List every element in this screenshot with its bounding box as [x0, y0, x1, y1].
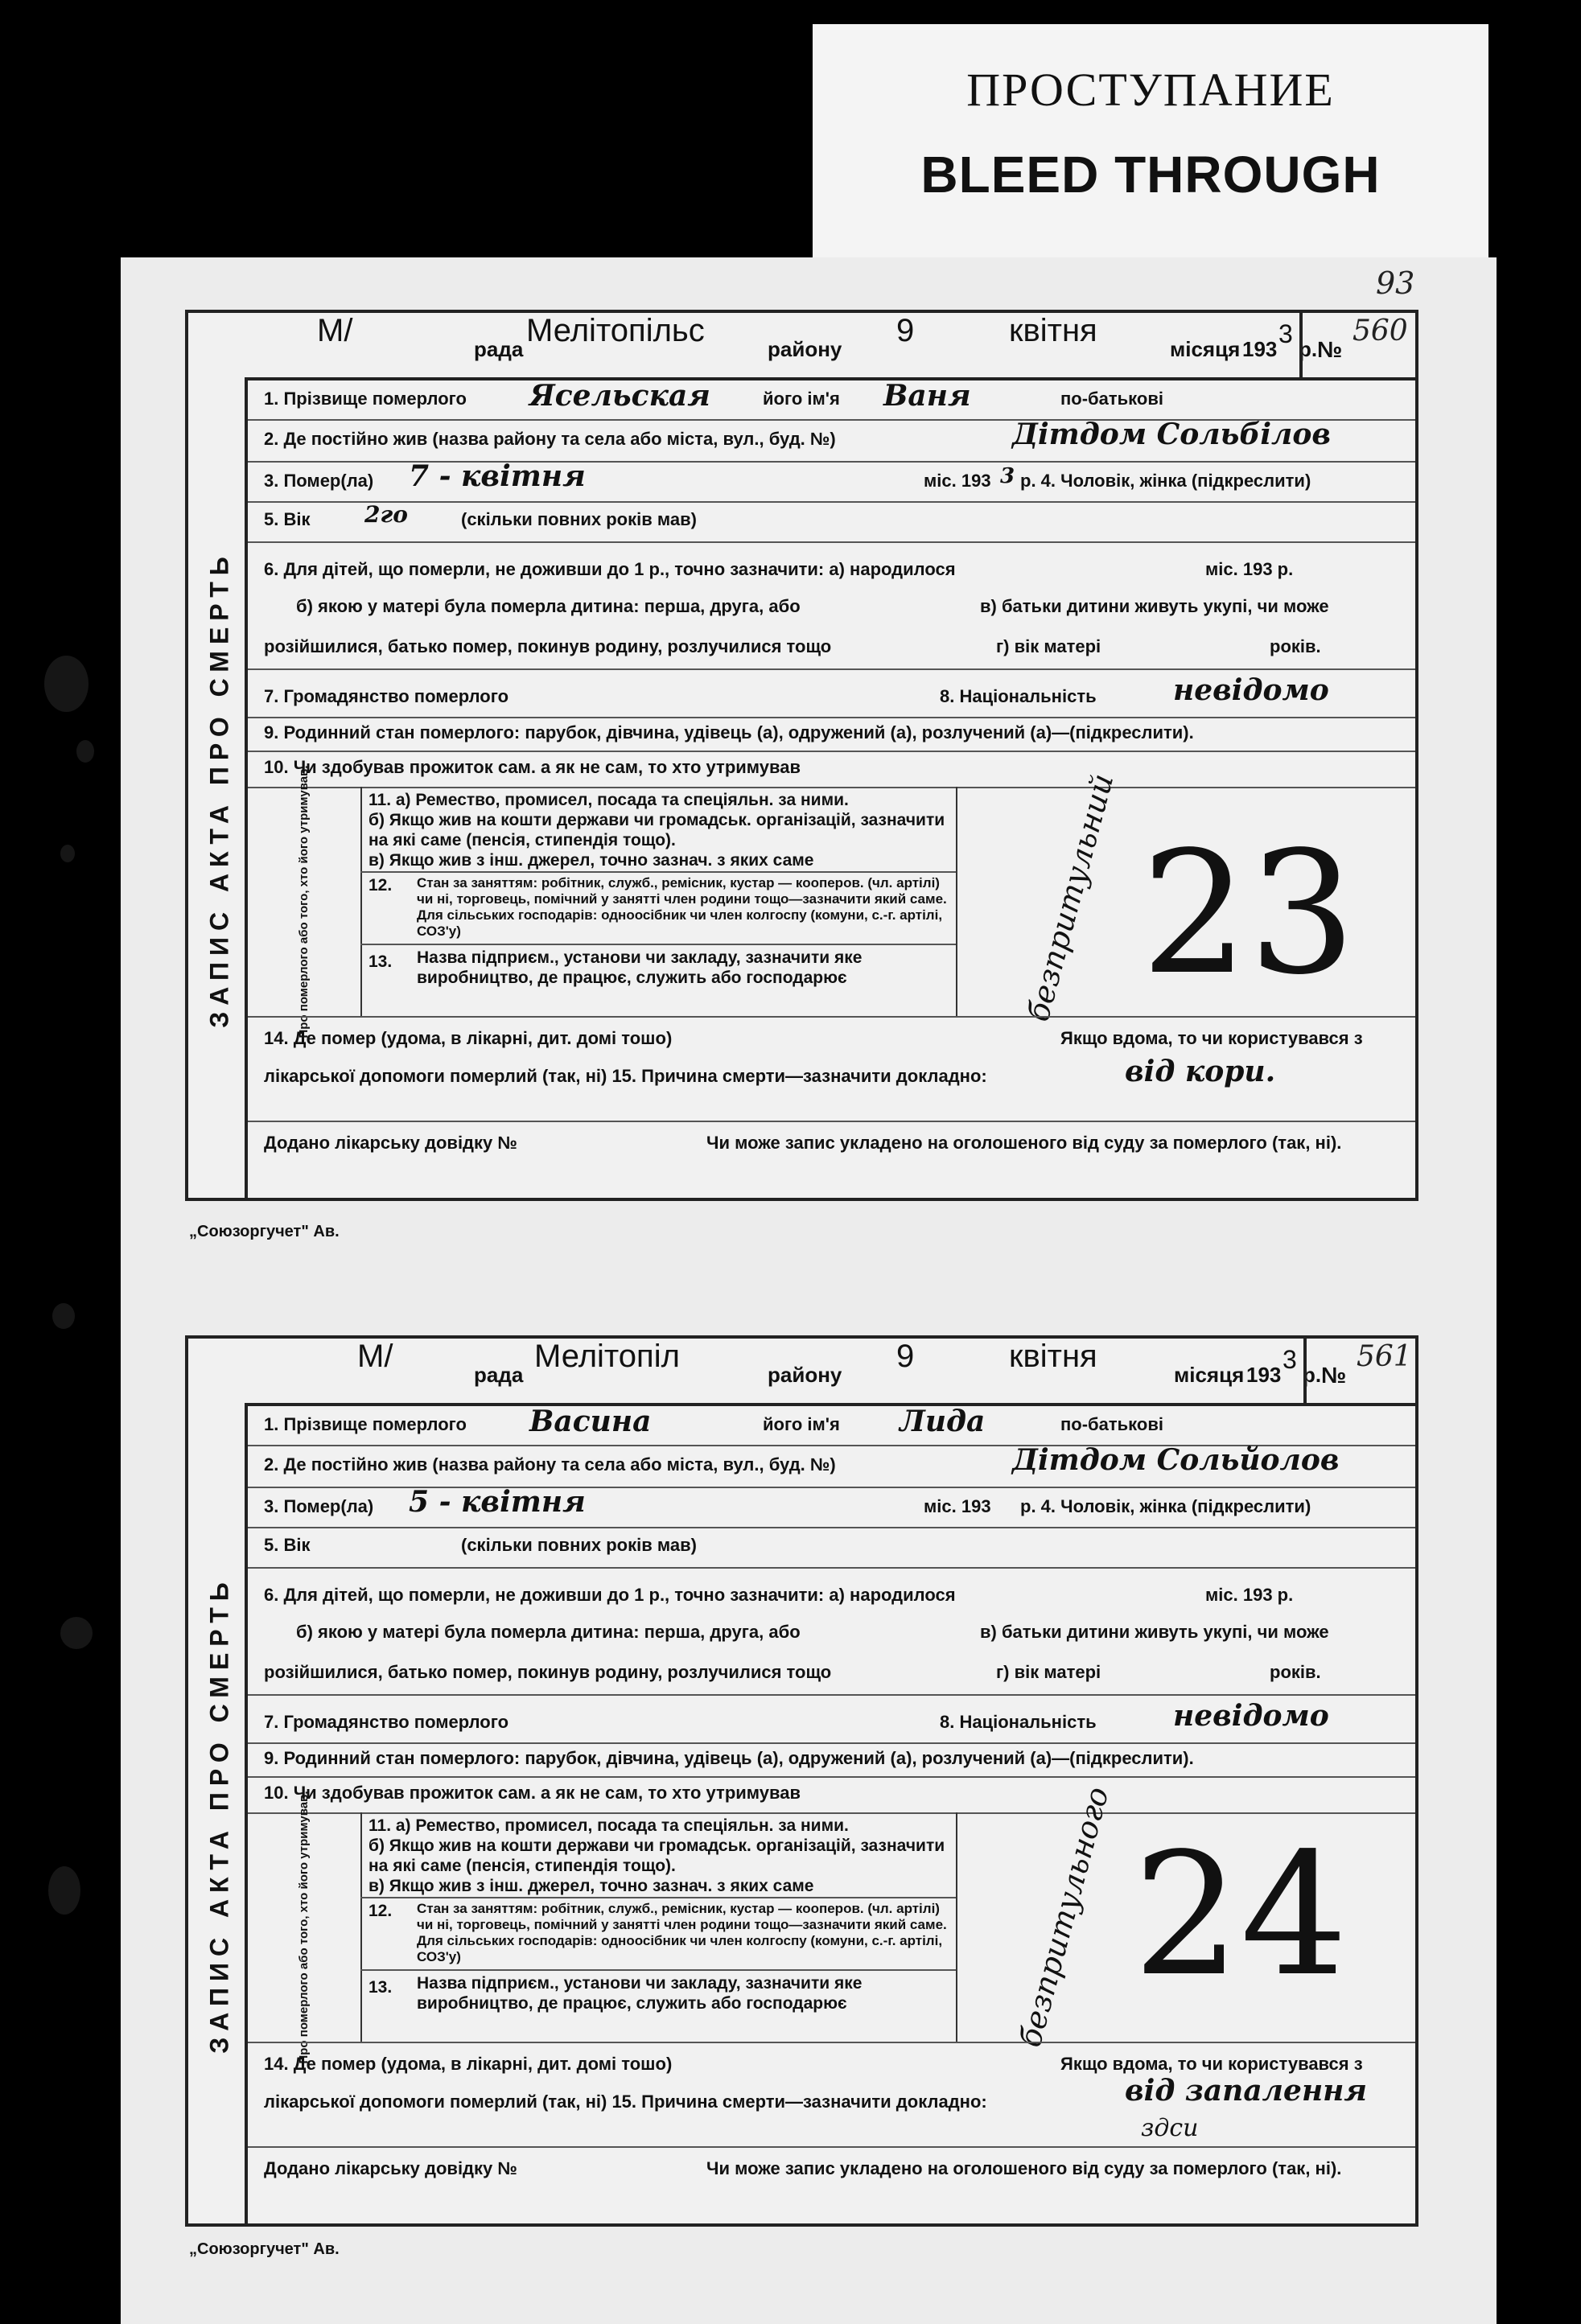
- parents-label: в) батьки дитини живуть укупі, чи може: [980, 1622, 1329, 1642]
- occupation-block: [360, 787, 957, 1016]
- row-citizenship: [264, 1699, 1403, 1733]
- sidebar-title: ЗАПИС АКТА ПРО СМЕРТЬ: [204, 550, 234, 1028]
- row-label: 9. Родинний стан померлого: парубок, дівчина, удівець (а), одружений (а), розлучений (а)—(підкреслити).: [264, 1748, 1194, 1768]
- row-label: Додано лікарську довідку №: [264, 2158, 517, 2178]
- residence-value: Дітдом Сольйолов: [1012, 1443, 1340, 1477]
- record-sidebar: [191, 380, 248, 1198]
- ink-blot: [44, 656, 89, 712]
- row-label: 9. Родинний стан померлого: парубок, дівчина, удівець (а), одружений (а), розлучений (а)—(підкреслити).: [264, 722, 1194, 742]
- age-value: 2го: [364, 501, 408, 528]
- occupation-11: 11. а) Ремество, промисел, посада та спеціяльн. за ними. б) Якщо жив на кошти держави чи громадськ. організацій, зазначити на які саме (пенсія, стипендія тощо). в) Якщо жив з інш. джерел, точно зазнач. з яких саме: [368, 1816, 945, 1895]
- nationality-value: невідомо: [1173, 673, 1329, 707]
- home-care-label: Якщо вдома, то чи користувався з: [1060, 2054, 1363, 2074]
- row-label: 6. Для дітей, що померли, не доживши до 1 р., точно зазначити: а) народилося: [264, 1585, 956, 1605]
- label-english: BLEED THROUGH: [920, 146, 1381, 204]
- record-number: 560: [1352, 315, 1408, 348]
- row-cause: [264, 1055, 1403, 1088]
- surname-value: Васина: [529, 1405, 652, 1438]
- publisher-footer: „Союзоргучет" Ав.: [189, 1223, 340, 1240]
- mother-age-label: г) вік матері: [996, 636, 1101, 656]
- row-label: 14. Де помер (удома, в лікарні, дит. домі тошо): [264, 2054, 673, 2074]
- row-place-of-death: [264, 2054, 1403, 2075]
- row-surname: [264, 1405, 1403, 1446]
- row-label: б) якою у матері була померла дитина: перша, друга, або: [296, 1622, 801, 1642]
- rule: [248, 717, 1415, 718]
- row-label: лікарської допомоги померлий (так, ні) 15. Причина смерти—зазначити докладно:: [264, 2092, 987, 2112]
- occupation-12-num: 12.: [368, 876, 393, 895]
- nationality-value: невідомо: [1173, 1699, 1329, 1733]
- publisher-footer: „Союзоргучет" Ав.: [189, 2240, 340, 2258]
- row-label: б) якою у матері була померла дитина: перша, друга, або: [296, 596, 801, 616]
- row-certificate: [264, 2158, 1403, 2179]
- born-year: міс. 193 р.: [1205, 559, 1294, 579]
- ink-blot: [48, 1866, 80, 1915]
- year-prefix: 193: [1242, 337, 1278, 361]
- occupation-13-num: 13.: [368, 952, 393, 971]
- rule: [248, 2042, 1415, 2043]
- sex-label: р. 4. Чоловік, жінка (підкреслити): [1020, 1496, 1311, 1516]
- rule: [248, 751, 1415, 752]
- cause-value-continued: здси: [1141, 2114, 1199, 2142]
- rule: [360, 944, 956, 945]
- row-age: [264, 1535, 1403, 1567]
- occupation-12: Стан за заняттям: робітник, служб., ремісник, кустар — кооперов. (чл. артілі) чи ні, торговець, помічний у занятті член родини тощо—зазначити який саме. Для сільських господарів: одноосібник чи член колгоспу (комуни, с.-г. артілі, СОЗ'у): [417, 875, 947, 939]
- rule: [248, 541, 1415, 543]
- row-label: 5. Вік: [264, 1535, 311, 1555]
- occupation-13: Назва підприєм., установи чи закладу, зазначити яке виробництво, де працює, служить або господарює: [417, 1974, 863, 2013]
- sub-label-text: Про померлого або того, хто його утримував.: [297, 1790, 311, 2064]
- r-label: р.: [1303, 1363, 1322, 1387]
- sidebar-title: ЗАПИС АКТА ПРО СМЕРТЬ: [204, 1576, 234, 2054]
- rule: [248, 1527, 1415, 1528]
- ink-blot: [60, 845, 75, 862]
- sub-label-text: Про померлого або того, хто його утримував.: [297, 764, 311, 1039]
- row-label: Додано лікарську довідку №: [264, 1133, 517, 1153]
- row-label: 1. Прізвище померлого: [264, 1414, 467, 1434]
- row-label: лікарської допомоги померлий (так, ні) 15. Причина смерти—зазначити докладно:: [264, 1066, 987, 1086]
- home-care-label: Якщо вдома, то чи користувався з: [1060, 1028, 1363, 1048]
- record-header: [188, 1339, 1415, 1403]
- rule: [248, 668, 1415, 670]
- hand-day: 9: [896, 313, 915, 348]
- court-label: Чи може запис укладено на оголошеного від суду за померлого (так, ні).: [706, 2158, 1342, 2178]
- row-label: 3. Помер(ла): [264, 1496, 374, 1516]
- death-date-value: 5 - квітня: [409, 1485, 586, 1519]
- document-sheet: [121, 257, 1497, 2324]
- row-label: розійшилися, батько помер, покинув родину, розлучилися тощо: [264, 636, 832, 656]
- rule: [248, 1694, 1415, 1696]
- row-marital: [264, 1748, 1403, 1769]
- rule: [248, 1776, 1415, 1778]
- row-parents: [264, 1662, 1403, 1683]
- row-label: 3. Помер(ла): [264, 471, 374, 491]
- occupation-12-num: 12.: [368, 1902, 393, 1920]
- number-sign: №: [1321, 1363, 1347, 1388]
- row-residence: [264, 417, 1403, 461]
- row-label: 14. Де помер (удома, в лікарні, дит. домі тошо): [264, 1028, 673, 1048]
- register-number: 24: [1133, 1816, 1348, 2013]
- hand-district: Мелітопільс: [526, 313, 705, 348]
- row-support: [264, 1783, 1403, 1804]
- month-label: місяця: [1170, 337, 1241, 361]
- record-number: 561: [1357, 1340, 1412, 1373]
- hand-rada: М/: [317, 313, 353, 348]
- row-label: 10. Чи здобував прожиток сам. а як не сам, то хто утримував: [264, 1783, 801, 1803]
- row-marital: [264, 722, 1403, 743]
- occupation-value: безпритульний: [1020, 770, 1121, 1026]
- row-label: 6. Для дітей, що померли, не доживши до 1 р., точно зазначити: а) народилося: [264, 559, 956, 579]
- rule: [248, 1742, 1415, 1744]
- row-age: [264, 501, 1403, 541]
- label-russian: ПРОСТУПАНИЕ: [966, 64, 1335, 116]
- r-label: р.: [1299, 337, 1318, 361]
- row-child-born: [264, 1585, 1403, 1606]
- row-child-born: [264, 559, 1403, 580]
- rule: [248, 2146, 1415, 2148]
- row-label: 10. Чи здобував прожиток сам. а як не сам, то хто утримував: [264, 757, 801, 777]
- ink-blot: [76, 740, 94, 763]
- row-label: розійшилися, батько помер, покинув родину, розлучилися тощо: [264, 1662, 832, 1682]
- hand-rada: М/: [357, 1339, 393, 1374]
- row-label: 7. Громадянство померлого: [264, 1712, 509, 1732]
- born-year: міс. 193 р.: [1205, 1585, 1294, 1605]
- record-body: [204, 377, 1415, 1198]
- hand-district: Мелітопіл: [534, 1339, 680, 1374]
- row-parents: [264, 636, 1403, 657]
- rule: [248, 501, 1415, 503]
- rada-label: рада: [474, 337, 524, 361]
- death-month-label: міс. 193: [924, 471, 991, 491]
- surname-value: Ясельская: [529, 379, 710, 413]
- ink-blot: [60, 1617, 93, 1649]
- row-certificate: [264, 1133, 1403, 1154]
- nationality-label: 8. Національність: [940, 1712, 1097, 1732]
- row-label: 2. Де постійно жив (назва району та села або міста, вул., буд. №): [264, 1454, 836, 1475]
- hand-month: квітня: [1009, 1339, 1097, 1374]
- row-death-date: [264, 459, 1403, 503]
- register-number: 23: [1141, 815, 1357, 1012]
- occupation-12: Стан за заняттям: робітник, служб., ремісник, кустар — кооперов. (чл. артілі) чи ні, торговець, помічний у занятті член родини тощо—зазначити який саме. Для сільських господарів: одноосібник чи член колгоспу (комуни, с.-г. артілі, СОЗ'у): [417, 1901, 947, 1964]
- age-note: (скільки повних років мав): [461, 1535, 697, 1555]
- rule: [248, 1567, 1415, 1569]
- occupation-sub-label: [248, 1790, 362, 2064]
- first-name-label: його ім'я: [763, 1414, 840, 1434]
- occupation-13-num: 13.: [368, 1978, 393, 1997]
- row-citizenship: [264, 673, 1403, 707]
- court-label: Чи може запис укладено на оголошеного від суду за померлого (так, ні).: [706, 1133, 1342, 1153]
- nationality-label: 8. Національність: [940, 686, 1097, 706]
- occupation-11: 11. а) Ремество, промисел, посада та спеціяльн. за ними. б) Якщо жив на кошти держави чи громадськ. організацій, зазначити на які саме (пенсія, стипендія тощо). в) Якщо жив з інш. джерел, точно зазнач. з яких саме: [368, 791, 945, 870]
- row-death-date: [264, 1485, 1403, 1528]
- death-record-card-2: [185, 1335, 1418, 2227]
- hand-month: квітня: [1009, 313, 1097, 348]
- age-note: (скільки повних років мав): [461, 509, 697, 529]
- row-child-order: [264, 1622, 1403, 1643]
- row-surname: [264, 379, 1403, 421]
- death-year-value: 3: [1000, 464, 1015, 488]
- row-label: 2. Де постійно жив (назва району та села або міста, вул., буд. №): [264, 429, 836, 449]
- death-month-label: міс. 193: [924, 1496, 991, 1516]
- month-label: місяця: [1174, 1363, 1245, 1387]
- ink-blot: [52, 1303, 75, 1329]
- rule: [360, 1969, 956, 1971]
- hand-year: 3: [1283, 1345, 1297, 1374]
- rule: [360, 1897, 956, 1898]
- record-header: [188, 313, 1415, 377]
- years-label: років.: [1270, 1662, 1321, 1682]
- rule: [248, 1121, 1415, 1122]
- rayonu-label: району: [768, 337, 842, 361]
- row-label: 7. Громадянство померлого: [264, 686, 509, 706]
- sex-label: р. 4. Чоловік, жінка (підкреслити): [1020, 471, 1311, 491]
- page-number: 93: [1376, 265, 1415, 301]
- first-name-value: Ваня: [883, 379, 971, 413]
- cause-value: від запалення: [1125, 2074, 1368, 2108]
- first-name-label: його ім'я: [763, 389, 840, 409]
- record-body: [204, 1403, 1415, 2223]
- rule: [248, 1016, 1415, 1018]
- residence-value: Дітдом Сольбілов: [1012, 417, 1332, 451]
- hand-day: 9: [896, 1339, 915, 1374]
- rule: [360, 871, 956, 873]
- record-number-box: [1303, 1339, 1415, 1403]
- first-name-value: Лида: [900, 1405, 986, 1438]
- parents-label: в) батьки дитини живуть укупі, чи може: [980, 596, 1329, 616]
- death-record-card-1: [185, 310, 1418, 1201]
- occupation-value: безпритульного: [1012, 1783, 1116, 2051]
- patronymic-label: по-батькові: [1060, 389, 1163, 409]
- row-child-order: [264, 596, 1403, 617]
- rada-label: рада: [474, 1363, 524, 1387]
- death-date-value: 7 - квітня: [409, 459, 586, 493]
- hand-year: 3: [1278, 319, 1293, 348]
- row-residence: [264, 1443, 1403, 1487]
- bleed-through-label: [813, 24, 1488, 265]
- years-label: років.: [1270, 636, 1321, 656]
- record-number-box: [1299, 313, 1415, 377]
- row-place-of-death: [264, 1028, 1403, 1049]
- row-cause: [264, 2074, 1403, 2112]
- patronymic-label: по-батькові: [1060, 1414, 1163, 1434]
- cause-value: від кори.: [1125, 1055, 1276, 1088]
- occupation-13: Назва підприєм., установи чи закладу, зазначити яке виробництво, де працює, служить або господарює: [417, 948, 863, 987]
- occupation-block: [360, 1812, 957, 2042]
- year-prefix: 193: [1246, 1363, 1282, 1387]
- rayonu-label: району: [768, 1363, 842, 1387]
- number-sign: №: [1317, 337, 1343, 362]
- row-label: 1. Прізвище померлого: [264, 389, 467, 409]
- row-support: [264, 757, 1403, 778]
- record-sidebar: [191, 1406, 248, 2223]
- row-label: 5. Вік: [264, 509, 311, 529]
- mother-age-label: г) вік матері: [996, 1662, 1101, 1682]
- occupation-sub-label: [248, 764, 362, 1039]
